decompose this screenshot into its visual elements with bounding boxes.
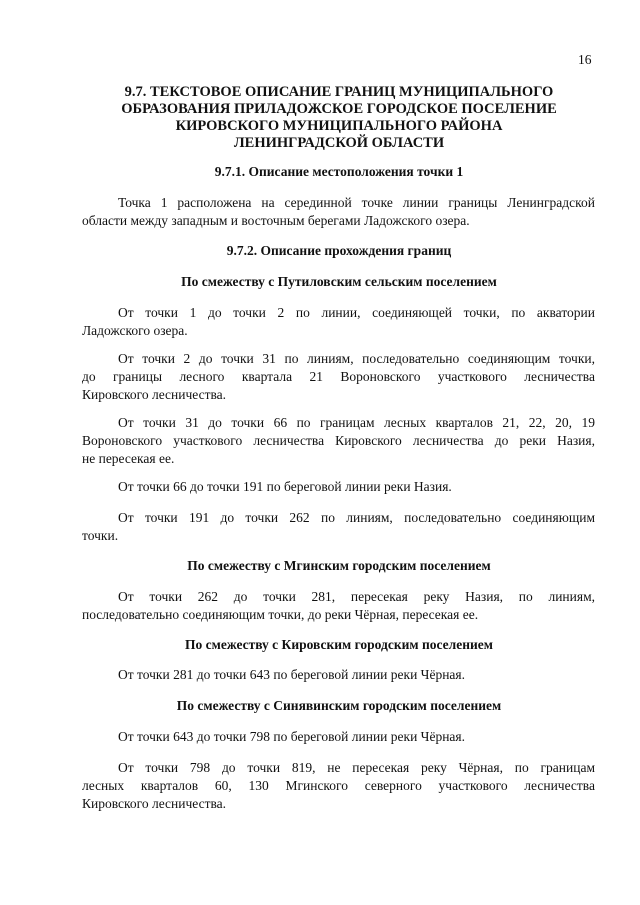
paragraph-points-1-2: [82, 304, 595, 340]
paragraph-points-798-819: [82, 759, 595, 813]
paragraph-line: до границы лесного квартала 21 Вороновского участкового лесничества: [82, 369, 595, 384]
title-line: ОБРАЗОВАНИЯ ПРИЛАДОЖСКОЕ ГОРОДСКОЕ ПОСЕЛЕНИЕ: [121, 101, 557, 117]
paragraph-line: От точки 191 до точки 262 по линиям, последовательно соединяющим: [118, 510, 595, 525]
paragraph-line: не пересекая ее.: [82, 451, 175, 466]
paragraph-line: Кировского лесничества.: [82, 796, 227, 811]
paragraph-line: От точки 643 до точки 798 по береговой линии реки Чёрная.: [118, 729, 465, 744]
subheading-mginskoe: По смежеству с Мгинским городским поселением: [187, 558, 491, 573]
paragraph-points-191-262: [82, 509, 595, 545]
paragraph-line: Вороновского участкового лесничества Кировского лесничества до реки Назия,: [82, 433, 595, 448]
paragraph-point-1: [82, 194, 595, 230]
paragraph-line: последовательно соединяющим точки, до реки Чёрная, пересекая ее.: [82, 607, 479, 622]
paragraph-line: От точки 2 до точки 31 по линиям, последовательно соединяющим точки,: [118, 351, 595, 366]
document-title: [72, 84, 606, 152]
paragraph-line: От точки 66 до точки 191 по береговой линии реки Назия.: [118, 479, 452, 494]
paragraph-line: Точка 1 расположена на серединной точке линии границы Ленинградской: [118, 195, 595, 210]
subheading-putilovskoe: По смежеству с Путиловским сельским поселением: [181, 274, 497, 289]
paragraph-line: точки.: [82, 528, 119, 543]
paragraph-points-281-643: [82, 666, 595, 684]
paragraph-line: От точки 281 до точки 643 по береговой линии реки Чёрная.: [118, 667, 465, 682]
paragraph-line: области между западным и восточным берегами Ладожского озера.: [82, 213, 470, 228]
title-line: ЛЕНИНГРАДСКОЙ ОБЛАСТИ: [233, 135, 445, 151]
page-number: 16: [578, 52, 592, 67]
paragraph-line: От точки 31 до точки 66 по границам лесных кварталов 21, 22, 20, 19: [118, 415, 595, 430]
section-heading-boundary-description: 9.7.2. Описание прохождения границ: [226, 243, 452, 258]
paragraph-line: От точки 262 до точки 281, пересекая реку Назия, по линиям,: [118, 589, 595, 604]
subheading-kirovskoe: По смежеству с Кировским городским поселением: [185, 637, 493, 652]
paragraph-line: лесных кварталов 60, 130 Мгинского северного участкового лесничества: [82, 778, 595, 793]
subheading-sinyavinskoe: По смежеству с Синявинским городским поселением: [176, 698, 502, 713]
paragraph-line: От точки 798 до точки 819, не пересекая реку Чёрная, по границам: [118, 760, 595, 775]
paragraph-points-2-31: [82, 350, 595, 404]
title-line: 9.7. ТЕКСТОВОЕ ОПИСАНИЕ ГРАНИЦ МУНИЦИПАЛЬНОГО: [124, 84, 554, 100]
title-line: КИРОВСКОГО МУНИЦИПАЛЬНОГО РАЙОНА: [175, 118, 503, 134]
paragraph-points-31-66: [82, 414, 595, 468]
paragraph-line: Ладожского озера.: [82, 323, 188, 338]
section-heading-point-location: 9.7.1. Описание местоположения точки 1: [214, 164, 464, 179]
paragraph-points-262-281: [82, 588, 595, 624]
paragraph-points-643-798: [82, 728, 595, 746]
paragraph-points-66-191: [82, 478, 595, 496]
paragraph-line: Кировского лесничества.: [82, 387, 227, 402]
paragraph-line: От точки 1 до точки 2 по линии, соединяющей точки, по акватории: [118, 305, 595, 320]
